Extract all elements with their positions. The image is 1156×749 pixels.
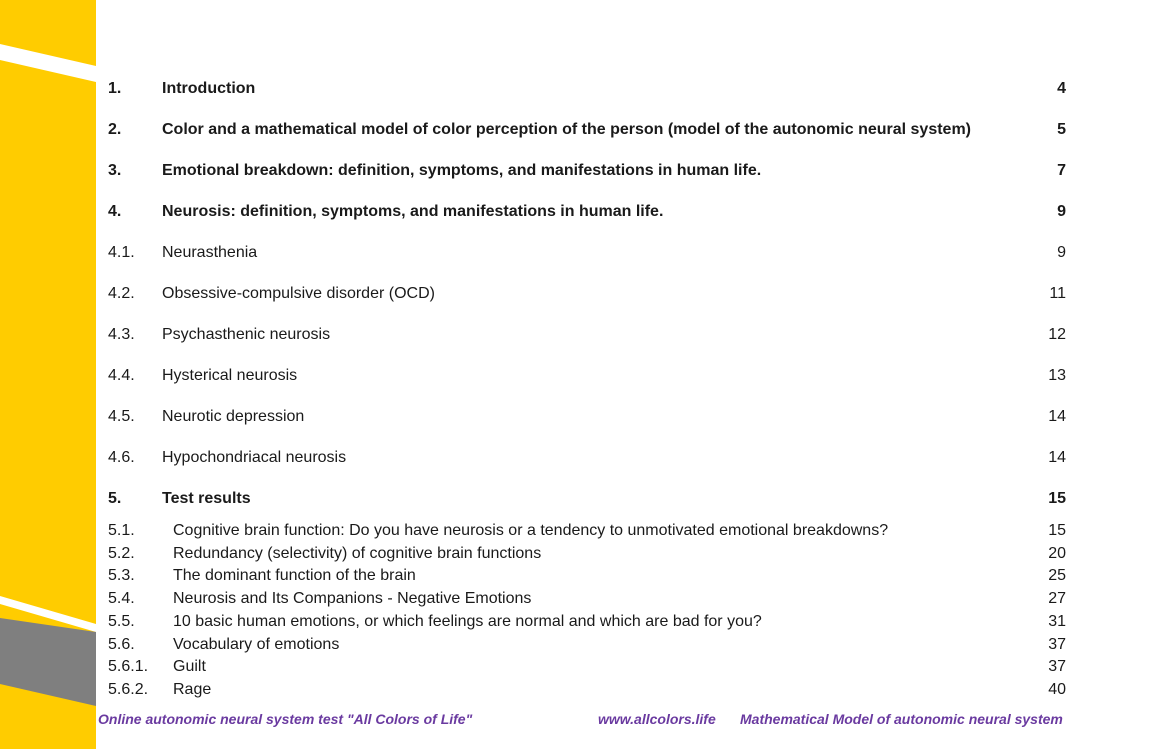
toc-entry-title: Cognitive brain function: Do you have neurosis or a tendency to unmotivated emotional breakdowns? (173, 522, 889, 539)
toc-entry-title: The dominant function of the brain (173, 567, 416, 584)
toc-entry-number: 5.1. (108, 522, 135, 539)
toc-entry-title: Color and a mathematical model of color perception of the person (model of the autonomic neural system) (162, 121, 972, 138)
toc-entry-number: 3. (108, 162, 122, 179)
toc-entry-title: Guilt (173, 658, 206, 675)
toc-entry-number: 4.2. (108, 285, 135, 302)
toc-entry-title: Rage (173, 681, 212, 698)
toc-entry-page: 31 (1048, 613, 1066, 630)
toc-entry-number: 4.3. (108, 326, 135, 343)
toc-entry-number: 4. (108, 203, 122, 220)
toc-entry (0, 588, 1156, 610)
toc-entry-page: 14 (1048, 449, 1066, 466)
toc-entry (0, 611, 1156, 633)
toc-entry-page: 15 (1048, 490, 1066, 507)
toc-entry-title: Redundancy (selectivity) of cognitive brain functions (173, 545, 542, 562)
toc-entry-page: 13 (1048, 367, 1066, 384)
toc-entry-number: 5.6.2. (108, 681, 149, 698)
toc-entry-title: Obsessive-compulsive disorder (OCD) (162, 285, 435, 302)
toc-entry-title: Neurosis and Its Companions - Negative Emotions (173, 590, 532, 607)
toc-entry-title: Introduction (162, 80, 256, 97)
toc-entry-number: 1. (108, 80, 122, 97)
toc-entry-title: Hypochondriacal neurosis (162, 449, 347, 466)
toc-entry-page: 9 (1057, 203, 1066, 220)
toc-entry-number: 5.4. (108, 590, 135, 607)
toc-entry (0, 365, 1156, 387)
toc-entry-title: Neurotic depression (162, 408, 305, 425)
toc-entry-number: 5.6. (108, 636, 135, 653)
toc-entry-page: 25 (1048, 567, 1066, 584)
toc-entry (0, 201, 1156, 223)
toc-entry (0, 283, 1156, 305)
toc-entry (0, 679, 1156, 701)
toc-entry-title: Psychasthenic neurosis (162, 326, 331, 343)
toc-entry-number: 5.6.1. (108, 658, 149, 675)
toc-entry-title: Emotional breakdown: definition, symptoms, and manifestations in human life. (162, 162, 762, 179)
toc-entry-number: 5.3. (108, 567, 135, 584)
toc-entry (0, 634, 1156, 656)
toc-entry (0, 543, 1156, 565)
toc-entry (0, 656, 1156, 678)
toc-entry-page: 37 (1048, 636, 1066, 653)
toc-entry-page: 11 (1049, 285, 1066, 302)
toc-entry-page: 37 (1048, 658, 1066, 675)
toc-entry (0, 242, 1156, 264)
toc-entry-page: 9 (1057, 244, 1066, 261)
toc-entry-page: 40 (1048, 681, 1066, 698)
toc-entry-page: 5 (1057, 121, 1066, 138)
toc-entry-page: 7 (1057, 162, 1066, 179)
toc-entry-title: Vocabulary of emotions (173, 636, 340, 653)
toc-entry-number: 4.4. (108, 367, 135, 384)
toc-entry-page: 4 (1057, 80, 1066, 97)
toc-entry (0, 324, 1156, 346)
footer-test-name: Online autonomic neural system test "All Colors of Life" (98, 711, 473, 727)
toc-entry-number: 4.5. (108, 408, 135, 425)
toc-entry-number: 4.6. (108, 449, 135, 466)
toc-entry-page: 12 (1048, 326, 1066, 343)
toc-entry-number: 5.5. (108, 613, 135, 630)
toc-entry (0, 488, 1156, 510)
toc-entry-page: 20 (1048, 545, 1066, 562)
toc-entry-title: Hysterical neurosis (162, 367, 298, 384)
toc-entry-title: Test results (162, 490, 251, 507)
footer-model-title: Mathematical Model of autonomic neural system (740, 711, 1063, 727)
toc-entry-title: Neurasthenia (162, 244, 258, 261)
toc-entry-title: 10 basic human emotions, or which feelings are normal and which are bad for you? (173, 613, 762, 630)
toc-entry (0, 160, 1156, 182)
toc-entry (0, 119, 1156, 141)
toc-entry-title: Neurosis: definition, symptoms, and manifestations in human life. (162, 203, 664, 220)
toc-entry-number: 5.2. (108, 545, 135, 562)
toc-entry-page: 27 (1048, 590, 1066, 607)
page-footer (0, 708, 1156, 730)
toc-entry-number: 5. (108, 490, 122, 507)
toc-entry (0, 565, 1156, 587)
toc-entry (0, 447, 1156, 469)
toc-entry-page: 15 (1048, 522, 1066, 539)
toc-entry (0, 520, 1156, 542)
toc-entry-number: 4.1. (108, 244, 135, 261)
toc-entry-number: 2. (108, 121, 122, 138)
toc-entry (0, 406, 1156, 428)
footer-website: www.allcolors.life (598, 711, 716, 727)
toc-entry (0, 78, 1156, 100)
toc-entry-page: 14 (1048, 408, 1066, 425)
